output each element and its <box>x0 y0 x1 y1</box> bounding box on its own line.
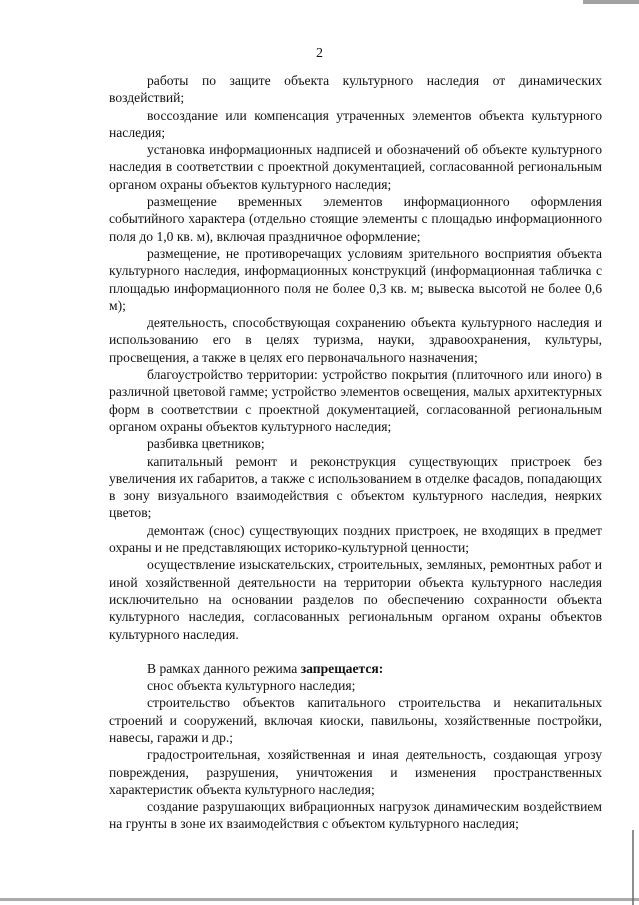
paragraph: разбивка цветников; <box>147 436 265 452</box>
paragraph: демонтаж (снос) существующих поздних пристроек, не входящих в предмет охраны и не представляющих историко-культурной ценности; <box>109 522 602 556</box>
regime-heading <box>109 660 602 677</box>
paragraph: градостроительная, хозяйственная и иная деятельность, создающая угрозу повреждения, разрушения, уничтожения и изменения пространственных характеристик объекта культурного наследия; <box>109 747 602 797</box>
paragraph: капитальный ремонт и реконструкция существующих пристроек без увеличения их габаритов, а также с использованием в отделке фасадов, попадающих в зону визуального взаимодействия с объектом культурного наследия, неярких цветов; <box>109 453 602 521</box>
scan-edge-right <box>632 830 634 905</box>
paragraph: размещение, не противоречащих условиям зрительного восприятия объекта культурного наследия, информационных конструкций (информационная табличка с площадью информационного поля не более 0,3 кв. м; вывеска высотой не более 0,6 м); <box>109 245 602 313</box>
scan-edge-bottom <box>0 898 639 901</box>
paragraph: размещение временных элементов информационного оформления событийного характера (отдельно стоящие элементы с площадью информационного поля до 1,0 кв. м), включая праздничное оформление; <box>109 194 602 244</box>
paragraph: создание разрушающих вибрационных нагрузок динамическим воздействием на грунты в зоне их взаимодействия с объектом культурного наследия; <box>109 799 602 832</box>
section-gap <box>109 643 602 660</box>
paragraph: работы по защите объекта культурного наследия от динамических воздействий; <box>109 73 602 106</box>
paragraph: установка информационных надписей и обозначений об объекте культурного наследия в соответствии с проектной документацией, согласованной региональным органом охраны объектов культурного наследия; <box>109 142 602 192</box>
paragraph: воссоздание или компенсация утраченных элементов объекта культурного наследия; <box>109 107 602 140</box>
paragraph: снос объекта культурного наследия; <box>147 678 356 694</box>
page-number: 2 <box>316 46 323 61</box>
regime-intro: В рамках данного режима <box>147 660 298 676</box>
scan-edge-top <box>583 0 639 4</box>
paragraph: деятельность, способствующая сохранению объекта культурного наследия и использованию его в целях туризма, науки, здравоохранения, культуры, просвещения, а также в целях его первоначального назначения; <box>109 315 602 365</box>
paragraph: строительство объектов капитального строительства и некапитальных строений и сооружений, включая киоски, павильоны, хозяйственные постройки, навесы, гаражи и др.; <box>109 695 602 745</box>
prohibited-label: запрещается: <box>300 660 384 676</box>
paragraph: осуществление изыскательских, строительных, земляных, ремонтных работ и иной хозяйственной деятельности на территории объекта культурного наследия исключительно на основании разделов по обеспечению сохранности объекта культурного наследия, согласованных региональным органом охраны объектов культурного наследия. <box>109 557 602 642</box>
paragraph: благоустройство территории: устройство покрытия (плиточного или иного) в различной цветовой гамме; устройство элементов освещения, малых архитектурных форм в соответствии с проектной документацией, согласованной региональным органом охраны объектов культурного наследия; <box>109 367 602 434</box>
document-body <box>109 72 602 833</box>
